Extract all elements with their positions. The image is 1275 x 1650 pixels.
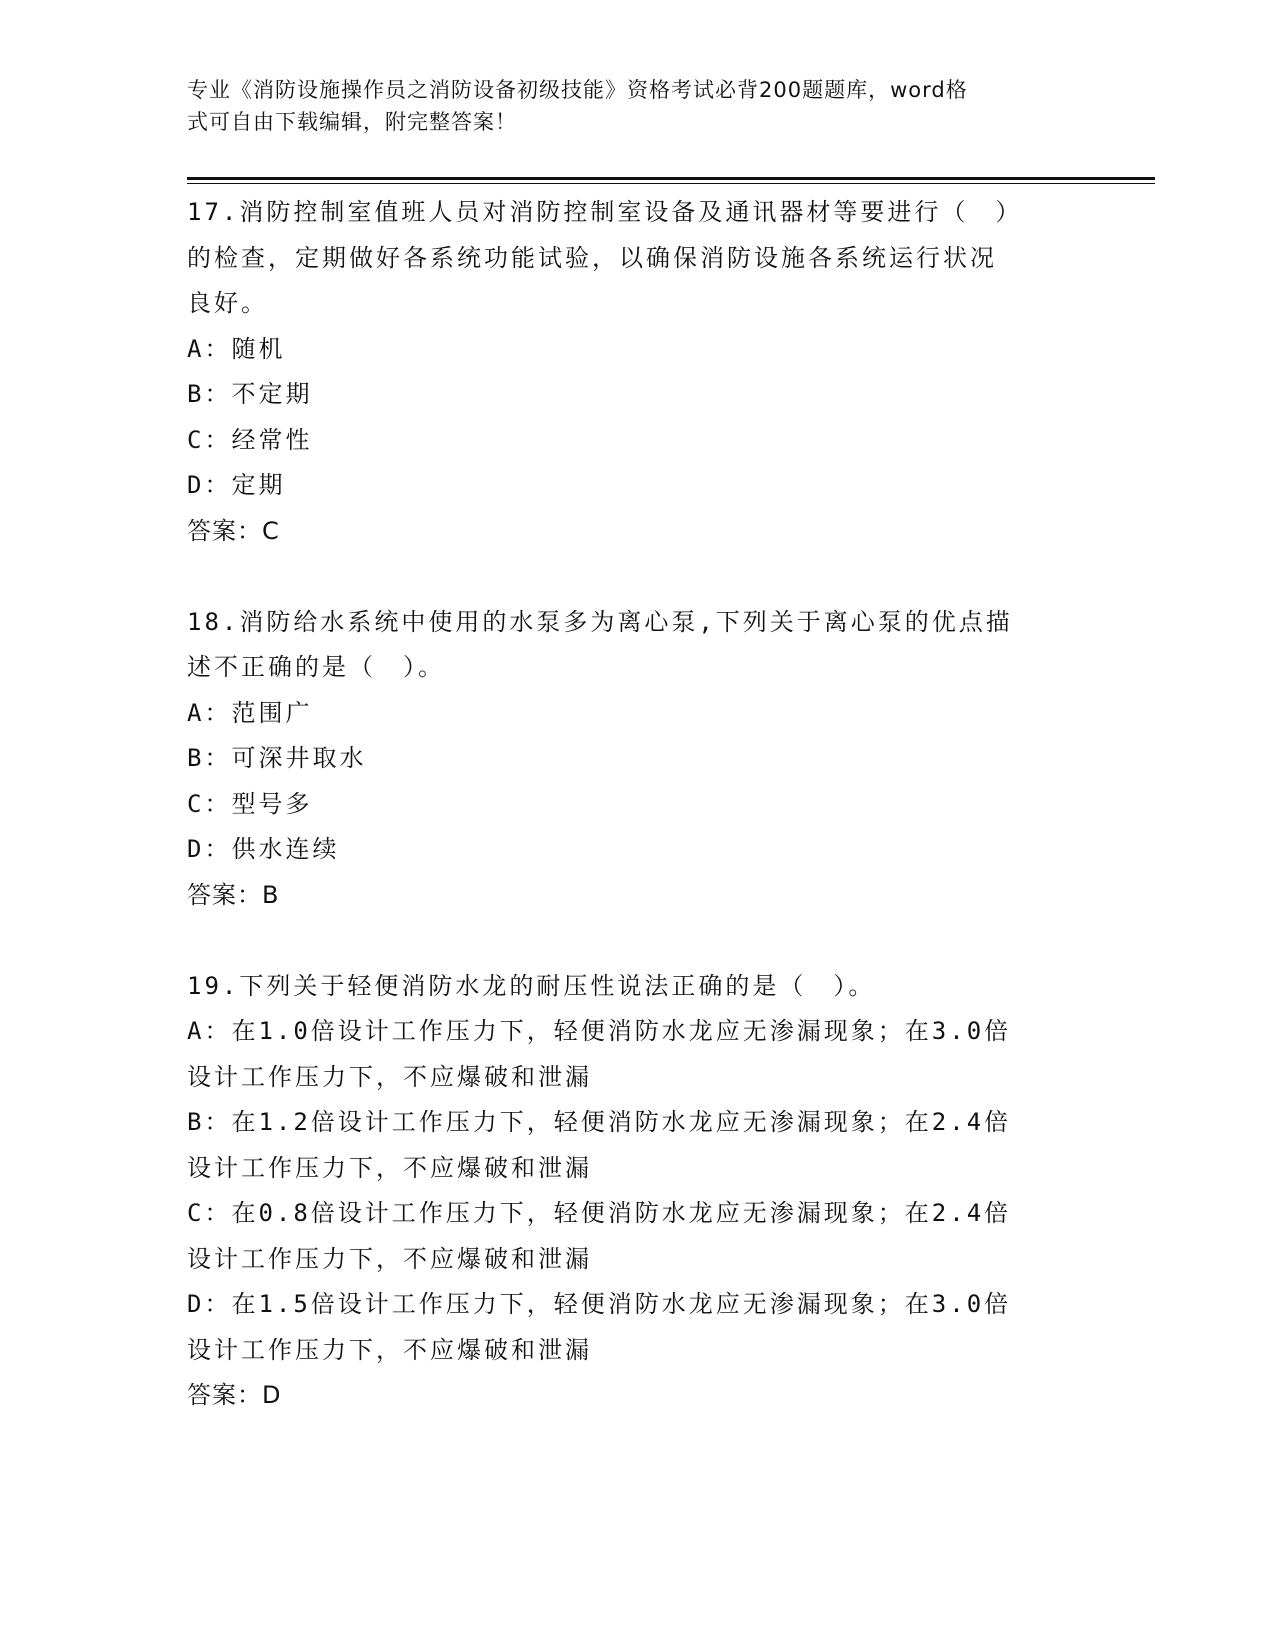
option-d: D：供水连续 bbox=[187, 835, 340, 863]
header-line-1: 专业《消防设施操作员之消防设备初级技能》资格考试必背200题题库，word格 bbox=[187, 78, 968, 102]
option-a-cont: 设计工作压力下，不应爆破和泄漏 bbox=[187, 1062, 592, 1091]
option-d: D：在1.5倍设计工作压力下，轻便消防水龙应无渗漏现象；在3.0倍 bbox=[187, 1290, 1012, 1318]
question-spacer bbox=[187, 554, 1077, 600]
answer-text: 答案：D bbox=[187, 1381, 282, 1409]
option-c-cont: 设计工作压力下，不应爆破和泄漏 bbox=[187, 1244, 592, 1273]
option-a: A：随机 bbox=[187, 334, 286, 363]
option-c: C：经常性 bbox=[187, 425, 313, 454]
option-c: C：在0.8倍设计工作压力下，轻便消防水龙应无渗漏现象；在2.4倍 bbox=[187, 1199, 1012, 1227]
header-divider-thin bbox=[187, 183, 1155, 184]
option-d: D：定期 bbox=[187, 471, 286, 499]
question-18 bbox=[187, 600, 1077, 919]
option-c: C：型号多 bbox=[187, 789, 313, 818]
option-a: A：范围广 bbox=[187, 698, 313, 727]
question-stem: 19.下列关于轻便消防水龙的耐压性说法正确的是（ ）。 bbox=[187, 971, 876, 1000]
option-d-cont: 设计工作压力下，不应爆破和泄漏 bbox=[187, 1335, 592, 1364]
question-list bbox=[187, 190, 1077, 1419]
option-b: B：在1.2倍设计工作压力下，轻便消防水龙应无渗漏现象；在2.4倍 bbox=[187, 1108, 1012, 1136]
question-stem: 述不正确的是（ ）。 bbox=[187, 653, 445, 681]
question-stem: 良好。 bbox=[187, 289, 268, 317]
answer-text: 答案：C bbox=[187, 516, 280, 545]
question-19 bbox=[187, 964, 1077, 1419]
document-header bbox=[187, 74, 1067, 138]
header-line-2: 式可自由下载编辑，附完整答案！ bbox=[187, 110, 517, 134]
question-17 bbox=[187, 190, 1077, 554]
question-stem: 的检查，定期做好各系统功能试验，以确保消防设施各系统运行状况 bbox=[187, 243, 997, 272]
option-a: A：在1.0倍设计工作压力下，轻便消防水龙应无渗漏现象；在3.0倍 bbox=[187, 1017, 1012, 1045]
answer-text: 答案：B bbox=[187, 880, 280, 909]
option-b-cont: 设计工作压力下，不应爆破和泄漏 bbox=[187, 1153, 592, 1182]
question-stem: 18.消防给水系统中使用的水泵多为离心泵,下列关于离心泵的优点描 bbox=[187, 607, 1013, 636]
header-divider-thick bbox=[187, 177, 1155, 180]
option-b: B：可深井取水 bbox=[187, 744, 367, 772]
question-spacer bbox=[187, 918, 1077, 964]
option-b: B：不定期 bbox=[187, 380, 313, 408]
question-stem: 17.消防控制室值班人员对消防控制室设备及通讯器材等要进行（ ） bbox=[187, 198, 1023, 226]
